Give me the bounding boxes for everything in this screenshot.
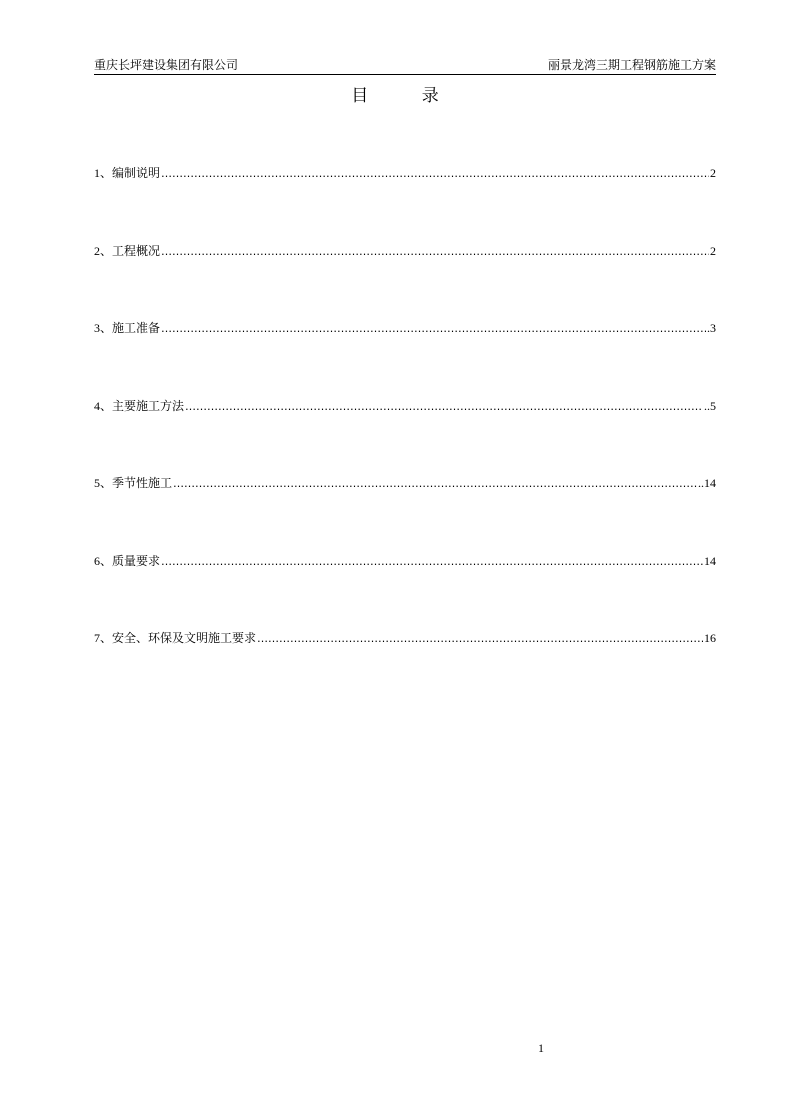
toc-entry-number: 4、	[94, 398, 113, 413]
toc-entry-page: 14	[704, 553, 716, 568]
toc-entry-number: 2、	[94, 243, 113, 258]
toc-entry-number: 6、	[94, 553, 113, 568]
toc-entry-page: 2	[710, 243, 716, 258]
header-document-title: 丽景龙湾三期工程钢筋施工方案	[547, 58, 716, 72]
page-header	[94, 56, 716, 75]
toc-entry-page: ..5	[704, 398, 716, 413]
toc-entry-title: 质量要求	[112, 553, 161, 568]
toc-entry-title: 季节性施工	[112, 476, 173, 490]
toc-dot-leader	[185, 398, 703, 416]
toc-dot-leader	[161, 320, 706, 338]
toc-dot-leader	[161, 165, 709, 183]
toc-entry[interactable]	[94, 242, 716, 320]
header-company-name: 重庆长坪建设集团有限公司	[94, 58, 239, 72]
toc-entry-title: 工程概况	[112, 243, 161, 258]
toc-heading: 目 录	[351, 86, 463, 106]
toc-entry[interactable]	[94, 552, 716, 630]
toc-entry-page: .3	[707, 321, 716, 335]
table-of-contents	[94, 164, 716, 707]
toc-entry-page: 16	[704, 631, 716, 645]
toc-entry-number: 1、	[94, 166, 113, 180]
toc-entry[interactable]	[94, 474, 716, 552]
toc-entry-title: 安全、环保及文明施工要求	[112, 631, 257, 645]
toc-dot-leader	[173, 475, 697, 493]
toc-entry[interactable]	[94, 164, 716, 242]
toc-dot-leader	[161, 553, 703, 571]
toc-dot-leader	[161, 243, 709, 261]
toc-entry-number: 7、	[94, 631, 113, 645]
toc-entry[interactable]	[94, 319, 716, 397]
toc-entry-title: 主要施工方法	[112, 398, 185, 413]
toc-entry-number: 5、	[94, 476, 113, 490]
toc-entry-page: 2	[710, 166, 716, 180]
toc-entry-number: 3、	[94, 321, 113, 335]
toc-entry-page: ..14	[698, 476, 716, 490]
toc-entry-title: 施工准备	[112, 321, 161, 335]
toc-entry[interactable]	[94, 629, 716, 707]
toc-entry[interactable]	[94, 397, 716, 475]
page-number: 1	[538, 1041, 544, 1055]
toc-entry-title: 编制说明	[112, 166, 161, 180]
toc-dot-leader	[257, 630, 703, 648]
